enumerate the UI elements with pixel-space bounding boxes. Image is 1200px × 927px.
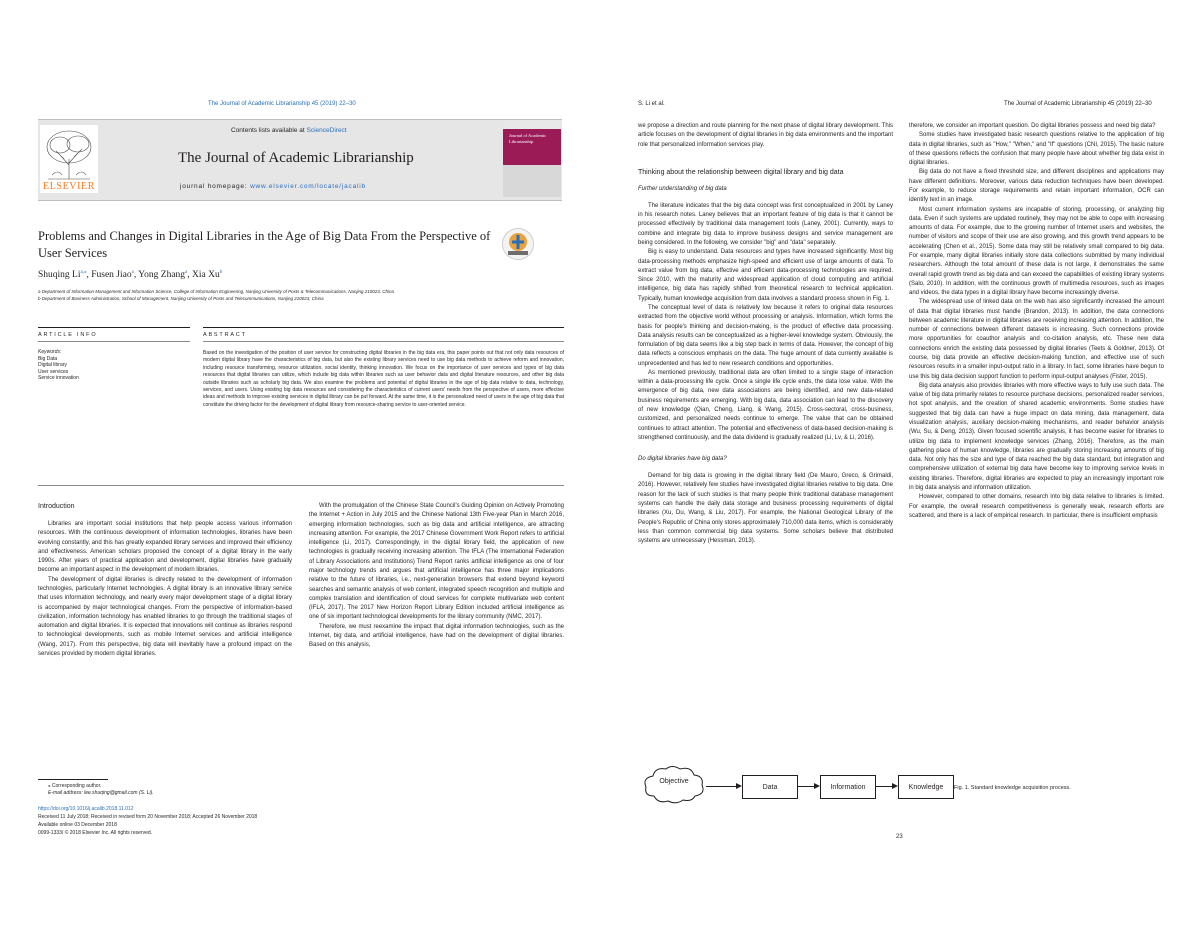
author-list — [38, 269, 222, 280]
left-column-2 — [309, 502, 564, 651]
author-4-marks: b — [219, 270, 223, 275]
email-footnote: E-mail address: lee.shuqing@gmail.com (S. Li). — [48, 790, 154, 796]
affiliation-a: a Department of Information Management and Information Science, College of Information Engineering, Nanjing University of Posts & Telecommunications, Nanjing 210023, China — [38, 289, 395, 294]
right-column-2 — [909, 122, 1164, 521]
node-objective: Objective — [659, 778, 689, 785]
journal-title: The Journal of Academic Librarianship — [178, 150, 414, 166]
right-page — [600, 0, 1200, 927]
paragraph: Therefore, we must reexamine the impact that digital information technologies, such as the Internet, big data, and artificial intelligence, have had on the development of digital libraries. Based on this analysis, — [309, 623, 564, 649]
author-2-marks: a — [131, 270, 134, 275]
footnote-rule — [38, 779, 108, 780]
sciencedirect-link[interactable]: ScienceDirect — [306, 127, 347, 134]
keywords-block — [38, 349, 79, 382]
left-running-head: The Journal of Academic Librarianship 45 (2019) 22–30 — [208, 101, 356, 107]
contents-line — [231, 127, 347, 134]
subheading-do-digital-libraries: Do digital libraries have big data? — [638, 456, 727, 463]
corresponding-footnote: ⁎ Corresponding author. — [48, 783, 102, 789]
paragraph: With the promulgation of the Chinese State Council's Guiding Opinion on Actively Promoting the Internet + Action in July 2015 and the Chinese National 13th Five-year Plan in March 2016, emerging information technologies, such as big data and artificial intelligence, are attracting increasing attention. For example, the 2017 Chinese Government Work Report refers to artificial intelligence (Li, 2017). Correspondingly, in the digital library field, the application of new technologies is gradually receiving increasing attention. The IFLA (The International Federation of Library Associations and Institutions) Trend Report ranks artificial intelligence as one of four major technology trends and argues that artificial intelligence has three major implications relative to the future of libraries, i.e., next-generation browsers that extend beyond keyword searches and semantic analysis of web content, integrated speech recognition and multiple and complex translation and identification of cloud services for complete multivariate web content (IFLA, 2017). The 2017 New Horizon Report Library Edition included artificial intelligence as one of six important technological developments for the library community (NMC, 2017). — [309, 503, 564, 621]
paragraph: Most current information systems are incapable of storing, processing, or analyzing big data. Even if such systems are updated routinely, they may not be able to cope with increasing amounts of data. For example, due to the growing number of Internet users and websites, the number of visitors and scope of their use are also growing, and this growth trend appears to be accelerating (Chen et al., 2015). Some data may still be relatively small compared to big data. For example, many digital libraries initially store data collections submitted by many individual researchers. Although the total amount of these data is not large, it demonstrates the same overall rapid growth trend as big data and can exceed the capabilities of existing library systems (Salo, 2010). In addition, with the continuous growth of multimedia resources, such as images and videos, the data types in a digital library have become increasingly diverse. — [909, 206, 1164, 297]
paragraph: As mentioned previously, traditional data are often limited to a single stage of interaction within a data-processing life cycle. Once a single life cycle ends, the data lose value. With the emergence of big data, new data associations are being identified, and new data-related business requirements are emerging. With big data, data association can lead to the discovery of new knowledge (Qian, Cheng, Liang, & Wang, 2015). Cross-sectoral, cross-business, customized, and personalized needs continue to emerge. The value that can be obtained continues to attract attention. The potential and effectiveness of data-based decision-making is strengthened continuously, and the data dividend is gradually realized (Li, Lv, & Li, 2016). — [638, 369, 893, 441]
paragraph: The widespread use of linked data on the web has also significantly increased the amount of data that digital libraries must handle (Brandon, 2013). In addition, the data connections between academic literature in digital libraries are receiving increasing attention. In addition, the number of connections between different datasets is increasing. Such connections provide more opportunities for coauthor analysis and co-citation analysis, etc. These new data connections enrich the existing data possessed by digital libraries (Teets & Goldner, 2013). Of course, big data provide an effective decision-making function, and effective use of such resources results in a smaller input-output ratio in a library. In fact, some libraries have begun to use this big data decision support function to perform input-output analyses (Fister, 2015). — [909, 299, 1164, 380]
subheading-further-understanding: Further understanding of big data — [638, 185, 727, 192]
author-3: , Yong Zhang — [133, 270, 186, 281]
keyword-item: User services — [38, 368, 69, 375]
journal-cover-thumbnail — [503, 121, 561, 197]
paragraph: Libraries are important social institutions that help people access various information resources. With the continuous development of information technologies, libraries have been evolving constantly, and this has greatly expanded library services and improved their efficiency and effectiveness. American scholars proposed the concept of a digital library in the early 1990s. After years of practical application and development, digital libraries have gradually become an important aspect in the development of modern libraries. — [38, 521, 292, 574]
journal-homepage-line — [180, 183, 366, 190]
arrow-objective-to-data — [706, 786, 736, 787]
article-info-subrule — [38, 341, 190, 342]
author-4: , Xia Xu — [187, 270, 220, 281]
left-column-1 — [38, 520, 292, 659]
paragraph: therefore, we consider an important question. Do digital libraries possess and need big data? — [909, 123, 1156, 129]
paragraph: However, compared to other domains, research into big data relative to libraries is limited. For example, the overall research competitiveness is generally weak, research efforts are scattered, and there is a lack of empirical research. In particular, there is insufficient emphasis — [909, 494, 1164, 519]
abstract-rule — [203, 327, 564, 328]
arrow-information-to-knowledge — [875, 786, 892, 787]
node-knowledge: Knowledge — [898, 775, 954, 799]
paragraph: Demand for big data is growing in the digital library field (De Mauro, Greco, & Grimaldi, 2016). However, relatively few studies have investigated digital libraries relative to big data. One reason for the lack of such studies is that many people think traditional database management systems can handle the daily data storage and business processing requirements of digital libraries (Xu, Du, Wang, & Liu, 2017). For example, the National Geological Library of the People's Republic of China only stores approximately 710,000 data items, which is considerably less than common commercial big data systems. Some scholars believe that distributed systems are unnecessary (Hessman, 2013). — [638, 473, 893, 545]
paragraph: Big is easy to understand. Data resources and types have increased significantly. Most big data-processing methods emphasize high-speed and efficient use of large amounts of data. To extract value from big data, effective and efficient data-processing technologies are required. Since 2010, with the maturity and widespread application of cloud computing and artificial intelligence, big data has rapidly shifted from theoretical research to technical application. Typically, human knowledge acquisition from data involves a standard process shown in Fig. 1. — [638, 249, 893, 302]
doi-link[interactable]: https://doi.org/10.1016/j.acalib.2018.11.012 — [38, 806, 134, 812]
further-understanding-text — [638, 202, 893, 443]
section-heading-thinking: Thinking about the relationship between digital library and big data — [638, 168, 844, 176]
right-column-1 — [638, 122, 893, 546]
elsevier-wordmark: ELSEVIER — [42, 181, 96, 192]
keyword-item: Big Data — [38, 355, 58, 362]
article-title: Problems and Changes in Digital Libraries in the Age of Big Data From the Perspective of User Services — [38, 229, 491, 260]
introduction-heading: Introduction — [38, 503, 75, 510]
page-number: 23 — [896, 834, 903, 840]
crossmark-badge[interactable] — [502, 228, 534, 260]
right-running-head-authors: S. Li et al. — [638, 101, 665, 107]
paragraph: Some studies have investigated basic research questions relative to the application of big data in digital libraries, such as "How," "When," and "If" questions (CNI, 2015). The basic nature of these questions reflects the confusion that many people have about whether big data exist in digital libraries. — [909, 132, 1164, 167]
article-info-rule — [38, 327, 190, 328]
available-online: Available online 03 December 2018 — [38, 822, 117, 828]
node-data: Data — [742, 775, 798, 799]
abstract-label: ABSTRACT — [203, 332, 247, 338]
homepage-prefix: journal homepage: — [180, 183, 251, 190]
paragraph: Big data do not have a fixed threshold size, and different disciplines and applications may have different definitions. Moreover, various data reduction techniques have been developed. For example, to reduce storage requirements and retain important information, OCR can identify text in an image. — [909, 169, 1164, 204]
objective-cloud-shape — [642, 766, 706, 806]
paragraph: The literature indicates that the big data concept was first conceptualized in 2001 by Laney in his research notes. Laney believes that an important feature of big data is that it cannot be processed effectively by traditional data management tools (Laney, 2001). Currently, ways to combine and integrate big data to improve business designs and service management are being considered. In the following, we consider "big" and "data" separately. — [638, 202, 893, 246]
cover-title: Journal of Academic Librarianship — [509, 133, 547, 144]
author-3-marks: a — [185, 270, 188, 275]
abstract-subrule — [203, 341, 564, 342]
abstract-text: Based on the investigation of the position of user service for constructing digital libraries in the big data era, this paper points out that not only data resources of modern digital library have the characteristics of big data, but also the existing library services need to use big data methods to achieve reform and innovation, including resource transforming, resource utilization, social identity, thinking innovation. We focus on the importance of user services and types of big data resources that digital libraries can utilize, which include big data within libraries such as user behavior data and digital literature resources, and other big data outside libraries such as scholarly big data. We also examine the problems and potential of digital libraries in the age of big data relative to data, technology, services, and users. Using existing big data resources and considering the characteristics of current users' needs from the perspective of users, more effective ideas and methods to improve existing services in digital library can be put forward. At the same time, it is the personalized need of users in the age of big data that constitute the driving factor for the development of digital library from resource-sharing service to user-oriented service. — [203, 350, 564, 408]
node-information: Information — [820, 775, 876, 799]
abstract-bottom-rule — [38, 485, 564, 486]
right-running-head-journal: The Journal of Academic Librarianship 45 (2019) 22–30 — [1004, 101, 1152, 107]
paragraph: The conceptual level of data is relatively low because it refers to original data resources extracted from the objective world without processing or analysis. Information, which forms the basis for people's thinking and decision-making, is the product of effective data processing. Data analysis results can be conceptualized as a higher-level knowledge system. Obviously, the formulation of big data seems like a big step back in terms of data. However, the concept of big data reflects a conscious emphasis on the data. The huge amount of data currently available is unprecedented and has led to new research conditions and opportunities. — [638, 304, 893, 367]
author-1-marks: a,⁎ — [80, 270, 87, 275]
author-1: Shuqing Li — [38, 270, 81, 281]
keyword-item: Service innovation — [38, 375, 79, 382]
figure-1-caption: Fig. 1. Standard knowledge acquisition process. — [954, 785, 1071, 791]
article-info-label: ARTICLE INFO — [38, 332, 98, 338]
paragraph: The development of digital libraries is directly related to the development of information technologies, particularly Internet technologies. A digital library is an innovative library service that uses information technology, and nearly every major development stage of a digital library is accompanied by major technological changes. From the perspective of information-based civilization, information technology has enabled libraries to go through the traditional stages of automation and digital libraries. It is expected that innovations will continue as libraries respond to technological developments, such as mobile Internet services and artificial intelligence (Wang, 2017). From this perspective, big data will inevitably have a profound impact on the services provided by modern digital libraries. — [38, 576, 292, 657]
author-2: , Fusen Jiao — [86, 270, 132, 281]
contents-prefix: Contents lists available at — [231, 127, 307, 134]
copyright-line: 0099-1333/ © 2018 Elsevier Inc. All rights reserved. — [38, 830, 153, 836]
keyword-item: Digital library — [38, 362, 67, 369]
paragraph: Big data analysis also provides libraries with more effective ways to fully use such data. The value of big data primarily relates to resource purchase decisions, personalized reader services, hot spot analysis, and the creation of shared academic environments. Some studies have suggested that big data can have a huge impact on data mining, data management, data visualization analysis, auxiliary decision-making mechanisms, and reader behavior analysis (Wu, Su, & Deng, 2013). Given focused scientific analysis, it has become easier for libraries to utilize big data to implement knowledge services (Zhang, 2016). Therefore, as the main gathering place of human knowledge, libraries are gradually storing increasing amounts of big data. Not only has the size and type of data reached the big data standard, but integration and comprehensive utilization of external big data have become key to improving service levels in existing libraries. Therefore, digital libraries are expected to play an increasingly important role in big data analysis and information utilization. — [909, 382, 1164, 491]
crossmark-icon — [503, 229, 533, 259]
paragraph: we propose a direction and route planning for the next phase of digital library development. This article focuses on the development of digital libraries in big data environments and the important role that personalized information services play. — [638, 123, 893, 148]
received-dates: Received 11 July 2018; Received in revised form 20 November 2018; Accepted 26 November 2018 — [38, 814, 258, 820]
affiliation-b: b Department of Business Administration, School of Management, Nanjing University of Posts and Telecommunications, Nanjing 210023, China — [38, 296, 324, 301]
keywords-heading: Keywords: — [38, 349, 62, 355]
homepage-link[interactable]: www.elsevier.com/locate/jacalib — [250, 183, 366, 190]
arrow-data-to-information — [797, 786, 814, 787]
